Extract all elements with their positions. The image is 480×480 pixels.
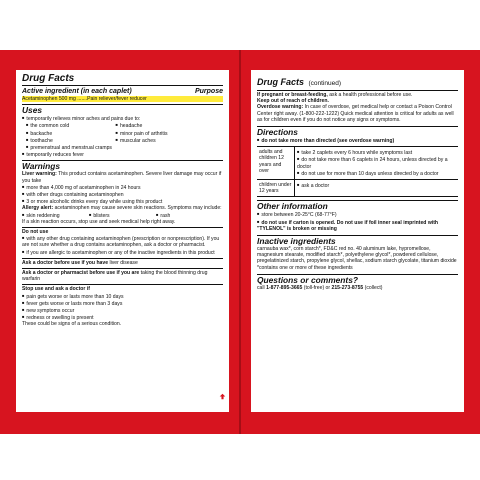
allergy-after: If a skin reaction occurs, stop use and seek medical help right away. — [22, 218, 176, 225]
drug-facts-panel-left — [16, 70, 229, 412]
dosage-item: ■ take 2 caplets every 6 hours while symptoms last — [297, 149, 456, 156]
liver-warning — [22, 171, 223, 183]
liver-item: ■ 3 or more alcoholic drinks every day while using this product — [22, 198, 223, 205]
divider — [257, 90, 458, 91]
stop-use-title: Stop use and ask a doctor if — [22, 286, 90, 293]
pregnancy-label: If pregnant or breast-feeding, — [257, 92, 328, 98]
ask-pharmacist-label: Ask a doctor or pharmacist before use if you are — [22, 270, 140, 277]
uses-intro: ■ temporarily relieves minor aches and pains due to: — [22, 115, 223, 122]
carton-fold — [239, 50, 241, 434]
divider — [22, 227, 223, 228]
use-item: ■ minor pain of arthritis — [116, 130, 223, 137]
use-item: ■ headache — [116, 122, 223, 129]
inactive-note: *contains one or more of these ingredients — [257, 264, 353, 271]
allergy-alert-label: Allergy alert: — [22, 205, 54, 212]
questions-title: Questions or comments? — [257, 274, 358, 285]
phone-collect: 215-273-8755 — [331, 284, 364, 291]
ask-doctor-text: liver disease — [109, 259, 138, 266]
overdose-text: In case of overdose, get medical help or contact a Poison Control Center right away. (1-800-222-1222) Quick medical attention is critical for adults as well as for children even if you do not notice any signs or symptoms. — [257, 104, 454, 123]
overdose-label: Overdose warning: — [257, 104, 304, 111]
drug-facts-panel-right — [251, 70, 464, 412]
direction-arrow-icon — [219, 393, 226, 400]
keep-out-of-reach: Keep out of reach of children. — [257, 98, 329, 105]
dosage-item: ■ do not use for more than 10 days unless directed by a doctor — [297, 170, 456, 177]
dosage-item: ■ do not take more than 6 caplets in 24 hours, unless directed by a doctor — [297, 156, 456, 169]
uses-list — [22, 122, 223, 144]
use-item: ■ premenstrual and menstrual cramps — [22, 144, 223, 151]
use-item: ■ backache — [26, 130, 116, 137]
other-info-item: ■ do not use if carton is opened. Do not use if foil inner seal imprinted with "TYLENOL" is broken or missing — [257, 219, 458, 232]
age-group: adults and children 12 years and over — [257, 147, 295, 180]
stop-use-after: These could be signs of a serious condition. — [22, 321, 122, 328]
divider — [22, 284, 223, 285]
stop-use-item: ■ fever gets worse or lasts more than 3 days — [22, 300, 223, 307]
call-label: call — [257, 284, 265, 291]
purpose-heading: Purpose — [194, 88, 223, 95]
pregnancy-text: ask a health professional before use. — [329, 92, 413, 98]
warnings-title: Warnings — [22, 161, 61, 172]
active-ingredient-heading: Active ingredient (in each caplet) — [22, 88, 132, 95]
age-group: children under 12 years — [257, 180, 295, 197]
inactive-text: carnauba wax*, corn starch*, FD&C red no. 40 aluminum lake, hypromellose, magnesium stearate, modified starch*, polyethylene glycol*, powdered cellulose, pregelatinized starch, propylene glycol, shellac, sodium starch glycolate, titanium dioxide — [257, 246, 457, 265]
ask-pharmacist-text: taking the blood thinning drug warfarin — [22, 270, 208, 283]
ask-doctor — [22, 260, 223, 266]
directions-title: Directions — [257, 127, 298, 138]
do-not-use-item: ■ with any other drug containing acetaminophen (prescription or nonprescription). If you are not sure whether a drug contains acetaminophen, ask a doctor or pharmacist. — [22, 235, 223, 248]
divider — [22, 258, 223, 259]
stop-use-item: ■ redness or swelling is present — [22, 314, 223, 321]
phone-toll-free-note: (toll-free) or — [303, 284, 331, 291]
phone-toll-free: 1-877-895-3665 — [266, 284, 303, 291]
divider — [22, 268, 223, 269]
ask-pharmacist — [22, 270, 223, 282]
allergy-list — [22, 212, 223, 219]
liver-warning-text: This product contains acetaminophen. Severe liver damage may occur if you take — [22, 171, 222, 184]
dosage-cell — [295, 147, 458, 180]
stop-use-item: ■ pain gets worse or lasts more than 10 days — [22, 293, 223, 300]
other-info-title: Other information — [257, 201, 328, 212]
uses-title: Uses — [22, 105, 43, 116]
panel-title-row — [257, 72, 458, 90]
liver-warning-label: Liver warning: — [22, 171, 57, 178]
use-item: ■ toothache — [26, 137, 116, 144]
dosage-cell — [295, 180, 458, 197]
dosage-item: ■ ask a doctor — [297, 182, 456, 189]
liver-item: ■ more than 4,000 mg of acetaminophen in 24 hours — [22, 184, 223, 191]
allergy-item: ■ skin reddening — [22, 212, 89, 219]
use-item: ■ the common cold — [26, 122, 116, 129]
do-not-use-title: Do not use — [22, 229, 49, 236]
active-ingredient-line: Acetaminophen 500 mg .......Pain reliever/fever reducer — [22, 96, 223, 102]
contact-line — [257, 285, 458, 291]
allergy-item: ■ blisters — [89, 212, 156, 219]
do-not-use-item: ■ if you are allergic to acetaminophen or any of the inactive ingredients in this product — [22, 249, 223, 256]
divider — [22, 85, 223, 86]
active-ingredient-header — [22, 87, 223, 96]
panel-title: Drug Facts — [257, 77, 305, 87]
panel-title-suffix: (continued) — [308, 80, 341, 87]
stop-use-item: ■ new symptoms occur — [22, 307, 223, 314]
directions-table — [257, 146, 458, 197]
allergy-item: ■ rash — [156, 212, 223, 219]
allergy-alert-text: acetaminophen may cause severe skin reactions. Symptoms may include: — [54, 205, 222, 212]
liver-item: ■ with other drugs containing acetaminophen — [22, 191, 223, 198]
other-info-item: ■ store between 20-25°C (68-77°F) — [257, 211, 458, 218]
panel-title: Drug Facts — [22, 73, 75, 84]
overdose-warning — [257, 104, 458, 123]
use-item: ■ muscular aches — [116, 137, 223, 144]
directions-warning: ■ do not take more than directed (see overdose warning) — [257, 137, 458, 144]
ask-doctor-label: Ask a doctor before use if you have — [22, 259, 109, 266]
inactive-title: Inactive ingredients — [257, 236, 336, 247]
use-item: ■ temporarily reduces fever — [22, 151, 223, 158]
phone-collect-note: (collect) — [364, 284, 383, 291]
